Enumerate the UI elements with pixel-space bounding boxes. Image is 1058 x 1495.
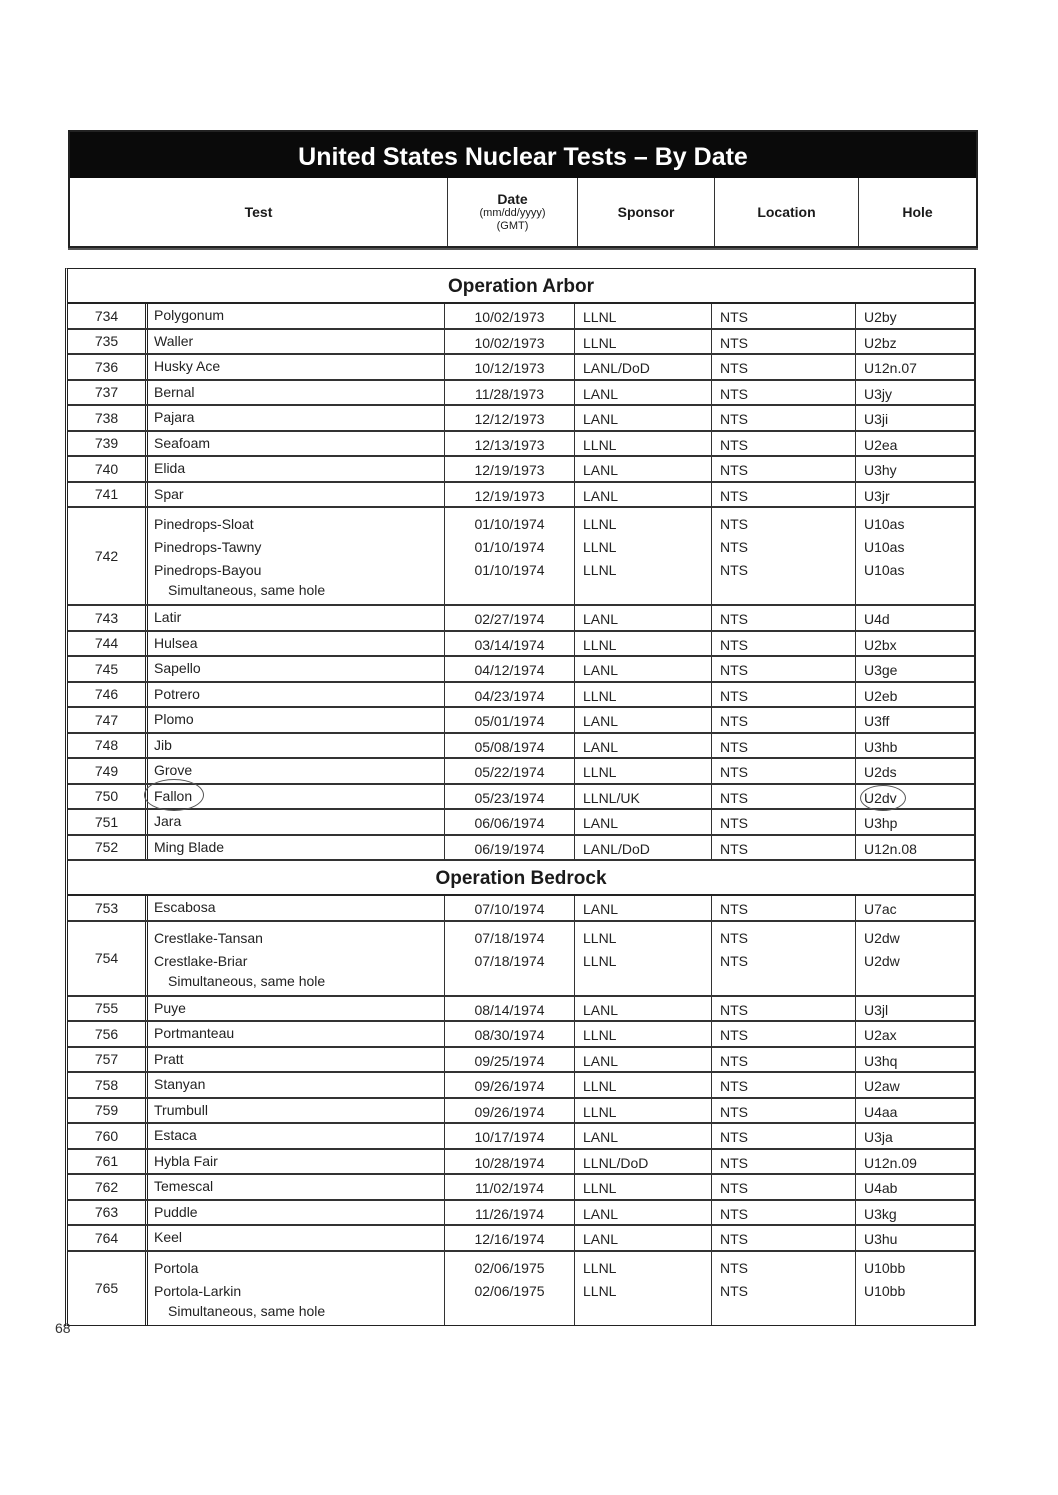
test-sponsor: LANL: [575, 406, 712, 430]
test-sponsor: LLNL: [575, 1175, 712, 1199]
test-location: NTS: [712, 1226, 856, 1250]
test-date: 10/02/1973: [445, 330, 575, 354]
test-number: 735: [68, 330, 148, 354]
test-name: Pinedrops-Bayou: [154, 562, 262, 578]
test-name: Bernal: [148, 381, 445, 405]
table-row: [68, 1124, 974, 1150]
simultaneous-note: Simultaneous, same hole: [168, 972, 326, 989]
test-date-cell: [445, 922, 575, 995]
test-number: 747: [68, 708, 148, 732]
test-hole: U2dv: [856, 785, 974, 809]
test-date: 11/26/1974: [445, 1201, 575, 1225]
test-location: NTS: [712, 896, 856, 920]
test-location: NTS: [712, 1150, 856, 1174]
table-row: [68, 657, 974, 683]
test-number: 738: [68, 406, 148, 430]
operation-heading: Operation Bedrock: [68, 861, 974, 896]
test-name: Crestlake-Briar: [154, 952, 248, 969]
test-number: 750: [68, 785, 148, 809]
table-row: [68, 432, 974, 458]
test-date: 06/06/1974: [445, 810, 575, 834]
test-number: 744: [68, 632, 148, 656]
test-date: 01/10/1974: [474, 562, 545, 578]
test-name: Pratt: [148, 1048, 445, 1072]
test-sponsor: LLNL/UK: [575, 785, 712, 809]
test-name: Portola-Larkin: [154, 1282, 242, 1299]
test-name: Potrero: [148, 683, 445, 707]
test-hole: U2bz: [864, 334, 897, 351]
test-date: 12/16/1974: [445, 1226, 575, 1250]
test-hole-cell: [856, 922, 974, 995]
test-number: 753: [68, 896, 148, 920]
test-name: Trumbull: [148, 1099, 445, 1123]
test-location: NTS: [712, 785, 856, 809]
test-sponsor: LANL: [575, 1201, 712, 1225]
test-location: NTS: [712, 734, 856, 758]
test-name-cell: [148, 508, 445, 604]
test-date: 08/14/1974: [445, 997, 575, 1021]
test-number: 739: [68, 432, 148, 456]
table-header: [68, 130, 978, 248]
test-sponsor: LANL: [575, 810, 712, 834]
test-number: 745: [68, 657, 148, 681]
test-hole: U3hu: [864, 1231, 898, 1247]
test-location: NTS: [712, 836, 856, 860]
table-row: [68, 1073, 974, 1099]
test-date: 08/30/1974: [445, 1022, 575, 1046]
test-sponsor: LLNL: [583, 562, 617, 578]
test-location: NTS: [720, 1282, 748, 1299]
test-date: 07/18/1974: [474, 952, 545, 969]
test-sponsor: LANL: [575, 457, 712, 481]
test-name: Plomo: [148, 708, 445, 732]
page-number: 68: [55, 1320, 71, 1336]
test-location: NTS: [720, 929, 748, 946]
test-date: 03/14/1974: [445, 632, 575, 656]
test-hole: U4aa: [864, 1103, 898, 1120]
test-date: 11/28/1973: [445, 381, 575, 405]
test-location-cell: [712, 922, 856, 995]
test-number: 760: [68, 1124, 148, 1148]
table-row: [68, 759, 974, 785]
test-hole: U2by: [864, 309, 897, 325]
test-location: NTS: [712, 1201, 856, 1225]
test-sponsor: LLNL: [575, 304, 712, 328]
test-location: NTS: [720, 562, 748, 578]
column-header-hole: Hole: [902, 204, 933, 220]
test-hole: U3ff: [864, 713, 890, 729]
test-sponsor: LLNL: [575, 759, 712, 783]
test-name: Husky Ace: [148, 355, 445, 379]
column-headers: [70, 178, 976, 246]
test-date: 02/06/1975: [474, 1282, 545, 1299]
test-number: 755: [68, 997, 148, 1021]
table-row: [68, 1048, 974, 1074]
table-row: [68, 1201, 974, 1227]
test-sponsor: LANL: [575, 381, 712, 405]
test-sponsor: LANL/DoD: [575, 836, 712, 860]
test-location: NTS: [712, 304, 856, 328]
test-hole: U4ab: [864, 1180, 898, 1196]
test-date: 06/19/1974: [445, 836, 575, 860]
test-sponsor: LLNL: [583, 1259, 617, 1276]
hand-drawn-circle-annotation: [860, 785, 906, 811]
test-date: 10/02/1973: [445, 304, 575, 328]
test-number: 751: [68, 810, 148, 834]
test-location: NTS: [712, 1048, 856, 1072]
test-date: 09/25/1974: [445, 1048, 575, 1072]
test-sponsor: LANL: [575, 1048, 712, 1072]
hand-drawn-circle-annotation: [144, 779, 204, 811]
column-header-test: Test: [70, 178, 448, 246]
test-location: NTS: [712, 1073, 856, 1097]
table-row: [68, 1252, 974, 1325]
test-number: 758: [68, 1073, 148, 1097]
test-date: 10/12/1973: [445, 355, 575, 379]
test-location: NTS: [712, 810, 856, 834]
test-hole: U2eb: [864, 687, 898, 704]
test-number: 748: [68, 734, 148, 758]
test-number: 740: [68, 457, 148, 481]
table-row: [68, 1099, 974, 1125]
test-number: 761: [68, 1150, 148, 1174]
test-name: Fallon: [148, 785, 445, 809]
column-header-sponsor: Sponsor: [578, 178, 715, 246]
table-row: [68, 606, 974, 632]
test-hole: U3hy: [864, 462, 897, 478]
test-sponsor: LLNL: [583, 516, 617, 532]
test-location: NTS: [712, 381, 856, 405]
test-name: Grove: [148, 759, 445, 783]
table-row: [68, 836, 974, 862]
test-date-cell: [445, 508, 575, 604]
test-sponsor: LLNL: [575, 632, 712, 656]
test-name: Spar: [148, 483, 445, 507]
test-hole: U7ac: [864, 901, 897, 917]
test-sponsor: LLNL: [575, 330, 712, 354]
test-hole: U12n.07: [864, 360, 917, 376]
test-date: 11/02/1974: [445, 1175, 575, 1199]
test-name: Portmanteau: [148, 1022, 445, 1046]
test-name: Stanyan: [148, 1073, 445, 1097]
test-name: Latir: [148, 606, 445, 630]
test-location: NTS: [712, 997, 856, 1021]
test-sponsor: LANL: [575, 1226, 712, 1250]
test-hole: U10bb: [864, 1282, 906, 1299]
test-name: Pajara: [148, 406, 445, 430]
test-hole: U2aw: [864, 1078, 900, 1094]
test-hole: U10bb: [864, 1259, 906, 1276]
test-name: Puddle: [148, 1201, 445, 1225]
test-sponsor: LANL: [575, 1124, 712, 1148]
test-date: 10/17/1974: [445, 1124, 575, 1148]
table-row: [68, 355, 974, 381]
operation-heading: Operation Arbor: [68, 269, 974, 304]
test-date: 10/28/1974: [445, 1150, 575, 1174]
test-number: 742: [68, 508, 148, 604]
test-number: 763: [68, 1201, 148, 1225]
test-sponsor: LLNL: [575, 1022, 712, 1046]
test-location: NTS: [712, 683, 856, 707]
test-sponsor: LANL: [575, 483, 712, 507]
test-sponsor: LLNL/DoD: [575, 1150, 712, 1174]
test-sponsor: LANL: [575, 606, 712, 630]
test-hole: U2bx: [864, 636, 897, 653]
test-name: Jib: [148, 734, 445, 758]
test-hole-cell: [856, 1252, 974, 1325]
test-number: 764: [68, 1226, 148, 1250]
test-location: NTS: [720, 952, 748, 969]
test-name: Portola: [154, 1259, 199, 1276]
test-number: 757: [68, 1048, 148, 1072]
table-row: [68, 922, 974, 997]
test-hole: U2ea: [864, 436, 898, 453]
test-location: NTS: [712, 457, 856, 481]
test-number: 749: [68, 759, 148, 783]
test-location: NTS: [720, 539, 748, 555]
test-name: Hybla Fair: [148, 1150, 445, 1174]
test-name: Elida: [148, 457, 445, 481]
test-hole: U2dw: [864, 952, 900, 969]
table-row: [68, 508, 974, 606]
test-sponsor: LANL: [575, 708, 712, 732]
test-hole: U12n.08: [864, 840, 917, 857]
table-row: [68, 381, 974, 407]
table-row: [68, 1022, 974, 1048]
test-sponsor: LANL: [575, 896, 712, 920]
table-row: [68, 483, 974, 509]
test-sponsor: LANL: [575, 657, 712, 681]
test-date: 05/08/1974: [445, 734, 575, 758]
test-sponsor: LANL: [575, 997, 712, 1021]
test-hole: U10as: [864, 562, 905, 578]
test-name-cell: [148, 922, 445, 995]
test-sponsor: LLNL: [583, 1282, 617, 1299]
table-row: [68, 1226, 974, 1252]
test-date: 05/22/1974: [445, 759, 575, 783]
test-sponsor: LLNL: [583, 539, 617, 555]
test-name: Crestlake-Tansan: [154, 929, 263, 946]
test-hole: U3hq: [864, 1052, 898, 1069]
test-name: Polygonum: [148, 304, 445, 328]
test-number: 741: [68, 483, 148, 507]
test-number: 756: [68, 1022, 148, 1046]
test-number: 746: [68, 683, 148, 707]
test-location-cell: [712, 508, 856, 604]
table-row: [68, 734, 974, 760]
test-name: Seafoam: [148, 432, 445, 456]
test-hole: U10as: [864, 539, 905, 555]
test-number: 759: [68, 1099, 148, 1123]
test-number: 754: [68, 922, 148, 995]
test-hole: U3hp: [864, 815, 898, 831]
test-location: NTS: [712, 632, 856, 656]
table-row: [68, 810, 974, 836]
test-hole: U3jr: [864, 487, 890, 504]
test-number: 743: [68, 606, 148, 630]
column-header-date-timezone: (GMT): [496, 220, 529, 233]
test-date: 04/12/1974: [445, 657, 575, 681]
table-row: [68, 406, 974, 432]
test-location-cell: [712, 1252, 856, 1325]
test-name: Temescal: [148, 1175, 445, 1199]
test-location: NTS: [712, 1124, 856, 1148]
test-hole: U3kg: [864, 1205, 897, 1222]
test-number: 752: [68, 836, 148, 860]
test-location: NTS: [712, 1022, 856, 1046]
test-date: 01/10/1974: [474, 539, 545, 555]
test-name: Estaca: [148, 1124, 445, 1148]
test-sponsor: LLNL: [575, 1099, 712, 1123]
test-location: NTS: [712, 759, 856, 783]
simultaneous-note: Simultaneous, same hole: [168, 1302, 326, 1319]
test-hole: U3jl: [864, 1001, 889, 1018]
test-location: NTS: [712, 432, 856, 456]
table-row: [68, 330, 974, 356]
test-hole: U2ax: [864, 1027, 897, 1043]
test-name: Ming Blade: [148, 836, 445, 860]
test-date: 01/10/1974: [474, 516, 545, 532]
test-number: 765: [68, 1252, 148, 1325]
test-hole: U3ji: [864, 411, 889, 427]
test-date: 12/19/1973: [445, 483, 575, 507]
test-date: 07/18/1974: [474, 929, 545, 946]
column-header-location: Location: [715, 178, 859, 246]
test-number: 734: [68, 304, 148, 328]
test-date: 05/23/1974: [445, 785, 575, 809]
test-hole: U10as: [864, 516, 905, 532]
test-name: Hulsea: [148, 632, 445, 656]
test-name: Puye: [148, 997, 445, 1021]
test-sponsor-cell: [575, 922, 712, 995]
test-number: 737: [68, 381, 148, 405]
test-location: NTS: [712, 708, 856, 732]
column-header-date: [448, 178, 578, 246]
test-sponsor-cell: [575, 1252, 712, 1325]
test-date: 12/19/1973: [445, 457, 575, 481]
column-header-date-format: (mm/dd/yyyy): [479, 207, 546, 220]
test-date: 05/01/1974: [445, 708, 575, 732]
test-sponsor: LLNL: [575, 683, 712, 707]
test-location: NTS: [712, 330, 856, 354]
page-title: United States Nuclear Tests – By Date: [70, 132, 976, 178]
test-date: 12/13/1973: [445, 432, 575, 456]
table-row: [68, 632, 974, 658]
test-sponsor: LANL/DoD: [575, 355, 712, 379]
test-date: 02/27/1974: [445, 606, 575, 630]
test-number: 762: [68, 1175, 148, 1199]
simultaneous-note: Simultaneous, same hole: [168, 582, 326, 598]
test-location: NTS: [712, 1175, 856, 1199]
table-row: [68, 304, 974, 330]
test-hole: U3jy: [864, 385, 893, 402]
table-row: [68, 457, 974, 483]
test-location: NTS: [712, 355, 856, 379]
test-sponsor: LLNL: [583, 952, 617, 969]
table-row: [68, 683, 974, 709]
test-location: NTS: [712, 406, 856, 430]
test-hole-cell: [856, 508, 974, 604]
test-name: Escabosa: [148, 896, 445, 920]
test-date: 02/06/1975: [474, 1259, 545, 1276]
test-name: Pinedrops-Tawny: [154, 539, 262, 555]
test-sponsor: LLNL: [575, 1073, 712, 1097]
table-row: [68, 1150, 974, 1176]
test-hole: U3ja: [864, 1129, 893, 1145]
test-date: 04/23/1974: [445, 683, 575, 707]
test-sponsor: LANL: [575, 734, 712, 758]
test-name: Jara: [148, 810, 445, 834]
test-date: 12/12/1973: [445, 406, 575, 430]
table-row: [68, 708, 974, 734]
test-hole: U12n.09: [864, 1154, 917, 1171]
test-location: NTS: [720, 1259, 748, 1276]
test-hole: U4d: [864, 611, 890, 627]
test-name-cell: [148, 1252, 445, 1325]
test-location: NTS: [712, 1099, 856, 1123]
test-hole: U3ge: [864, 662, 898, 678]
column-header-date-label: Date: [497, 191, 528, 208]
test-location: NTS: [712, 657, 856, 681]
test-date: 09/26/1974: [445, 1073, 575, 1097]
table-row: [68, 785, 974, 811]
table-row: [68, 1175, 974, 1201]
test-hole: U3hb: [864, 738, 898, 755]
table-row: [68, 896, 974, 922]
table-row: [68, 997, 974, 1023]
test-sponsor: LLNL: [583, 929, 617, 946]
test-date-cell: [445, 1252, 575, 1325]
test-location: NTS: [720, 516, 748, 532]
test-number: 736: [68, 355, 148, 379]
test-date: 07/10/1974: [445, 896, 575, 920]
test-hole: U2dw: [864, 929, 900, 946]
test-hole: U2ds: [864, 764, 897, 780]
test-sponsor-cell: [575, 508, 712, 604]
test-table: [65, 268, 976, 1326]
test-name: Keel: [148, 1226, 445, 1250]
test-location: NTS: [712, 483, 856, 507]
test-name: Waller: [148, 330, 445, 354]
test-name: Pinedrops-Sloat: [154, 516, 254, 532]
test-sponsor: LLNL: [575, 432, 712, 456]
test-date: 09/26/1974: [445, 1099, 575, 1123]
test-location: NTS: [712, 606, 856, 630]
test-name: Sapello: [148, 657, 445, 681]
